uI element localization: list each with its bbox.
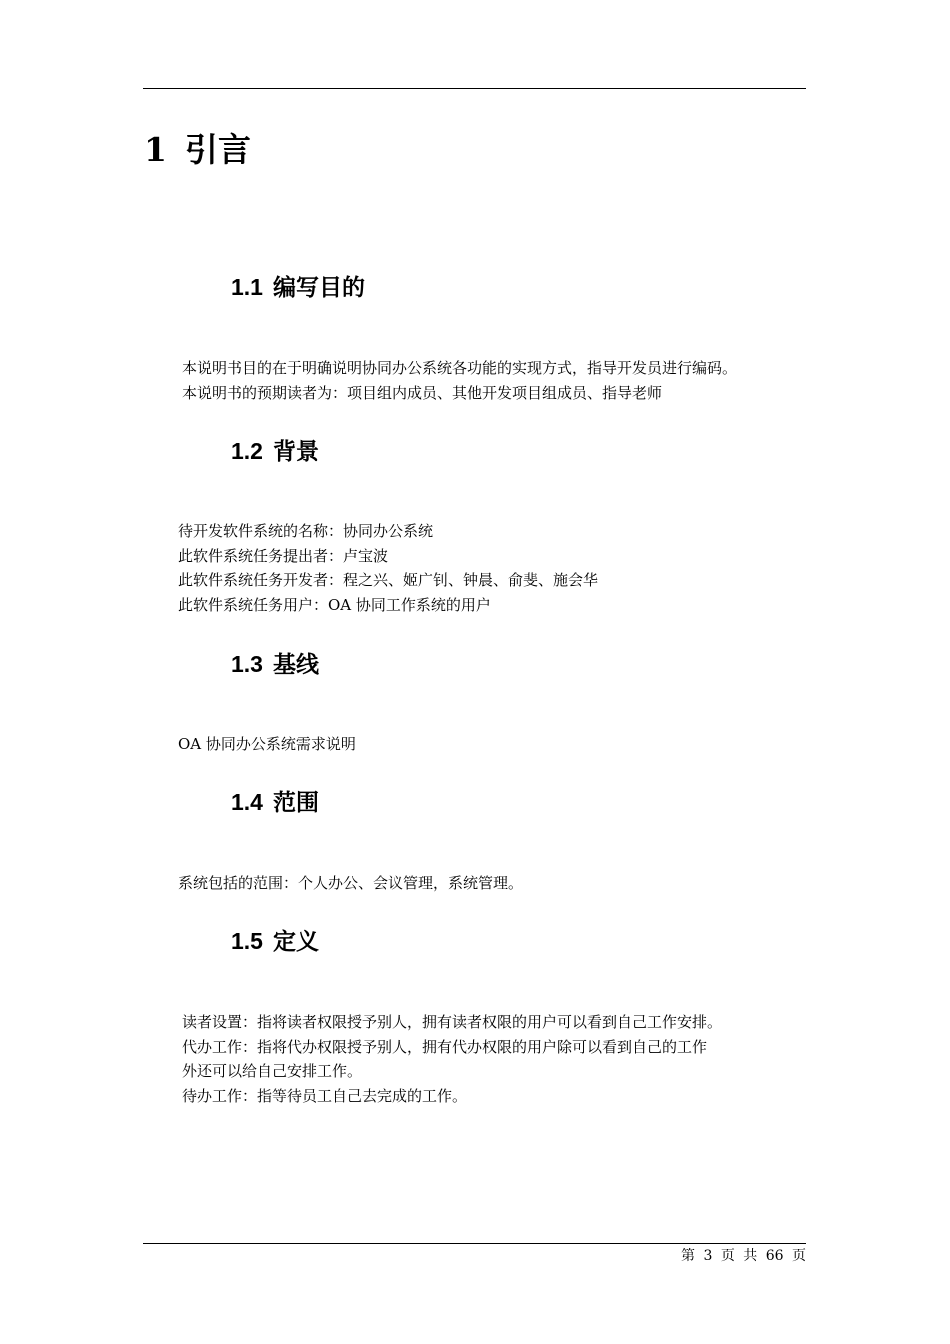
section-number: 1.4 xyxy=(231,789,263,815)
section-title: 编写目的 xyxy=(272,274,365,300)
chapter-number: 1 xyxy=(144,130,167,169)
section-body xyxy=(178,871,523,896)
section-heading xyxy=(231,787,319,817)
section-number: 1.5 xyxy=(231,928,263,954)
page-number-footer: 第 3 页 共 66 页 xyxy=(681,1248,806,1264)
paragraph-line: 此软件系统任务提出者：卢宝波 xyxy=(178,546,389,565)
section-body xyxy=(182,356,737,405)
section-heading xyxy=(231,926,319,956)
section-heading xyxy=(231,436,319,466)
paragraph-line: 外还可以给自己安排工作。 xyxy=(182,1062,363,1080)
chapter-heading xyxy=(144,128,251,172)
section-title: 范围 xyxy=(272,789,319,815)
paragraph-line: 此软件系统任务用户：OA 协同工作系统的用户 xyxy=(178,595,491,614)
paragraph-line: 待办工作：指等待员工自己去完成的工作。 xyxy=(182,1086,468,1105)
section-body xyxy=(182,1010,722,1108)
paragraph-line: 读者设置：指将读者权限授予别人，拥有读者权限的用户可以看到自己工作安排。 xyxy=(182,1013,723,1031)
footer-rule xyxy=(143,1243,806,1244)
chapter-title: 引言 xyxy=(184,130,251,169)
section-body xyxy=(178,732,356,757)
section-number: 1.2 xyxy=(231,438,263,464)
paragraph-line: 待开发软件系统的名称：协同办公系统 xyxy=(178,522,434,540)
paragraph-line: 系统包括的范围：个人办公、会议管理，系统管理。 xyxy=(178,874,524,892)
section-number: 1.3 xyxy=(231,651,263,677)
section-number: 1.1 xyxy=(231,274,263,300)
section-heading xyxy=(231,272,365,302)
section-title: 定义 xyxy=(272,928,319,954)
paragraph-line: 本说明书目的在于明确说明协同办公系统各功能的实现方式，指导开发员进行编码。 xyxy=(182,359,738,377)
section-heading xyxy=(231,649,319,679)
section-title: 基线 xyxy=(272,651,319,677)
paragraph-line: 代办工作：指将代办权限授予别人，拥有代办权限的用户除可以看到自己的工作 xyxy=(182,1037,708,1056)
header-rule xyxy=(143,88,806,89)
paragraph-line: 本说明书的预期读者为：项目组内成员、其他开发项目组成员、指导老师 xyxy=(182,383,663,402)
section-title: 背景 xyxy=(272,438,319,464)
paragraph-line: 此软件系统任务开发者：程之兴、姬广钊、钟晨、俞斐、施会华 xyxy=(178,571,599,589)
paragraph-line: OA 协同办公系统需求说明 xyxy=(178,735,356,753)
section-body xyxy=(178,519,598,617)
